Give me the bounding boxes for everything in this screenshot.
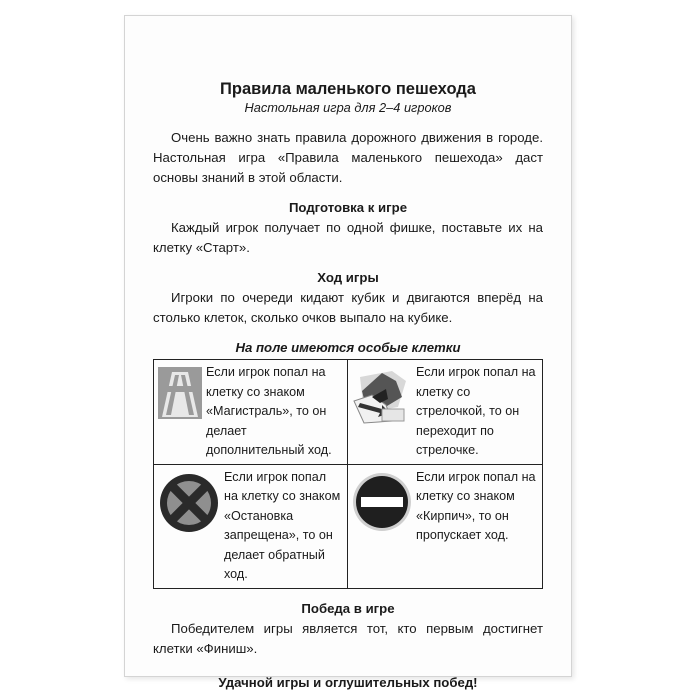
highway-sign-icon	[158, 367, 202, 425]
section-text-victory: Победителем игры является тот, кто первым достигнет клетки «Финиш».	[153, 620, 543, 656]
page-title: Правила маленького пешехода	[220, 80, 476, 98]
special-cells-table	[153, 359, 543, 589]
section-heading-gameplay: Ход игры	[317, 270, 379, 285]
special-cell-text: Если игрок попал на клетку со знаком «Магистраль», то он делает дополнительный ход.	[206, 365, 332, 457]
special-cell-no-entry	[348, 465, 542, 588]
rules-content	[153, 78, 543, 693]
section-heading-victory: Победа в игре	[301, 600, 395, 616]
rules-sheet	[124, 15, 572, 690]
section-heading-preparation: Подготовка к игре	[288, 200, 408, 215]
special-cell-text: Если игрок попал на клетку со знаком «Кирпич», то он пропускает ход.	[416, 469, 536, 542]
page-subtitle: Настольная игра для 2–4 игроков	[244, 100, 452, 115]
special-cell-no-stopping	[154, 465, 348, 588]
section-text-preparation: Каждый игрок получает по одной фишке, поставьте их на клетку «Старт».	[153, 220, 543, 255]
no-entry-sign-icon	[352, 472, 412, 538]
special-cells-heading: На поле имеются особые клетки	[235, 340, 461, 355]
no-stopping-sign-icon	[158, 472, 220, 540]
special-cell-highway	[154, 360, 348, 465]
special-cell-text: Если игрок попал на клетку со знаком «Остановка запрещена», то он делает обратный ход.	[224, 469, 341, 581]
intro-paragraph: Очень важно знать правила дорожного движения в городе. Настольная игра «Правила маленького пешехода» даст основы знаний в этой области.	[153, 130, 543, 185]
closing-line: Удачной игры и оглушительных побед!	[218, 674, 478, 690]
arrow-picture-icon	[352, 367, 412, 431]
special-cell-arrow	[348, 360, 542, 465]
section-text-gameplay: Игроки по очереди кидают кубик и двигаются вперёд на столько клеток, сколько очков выпало на кубике.	[153, 290, 543, 325]
special-cell-text: Если игрок попал на клетку со стрелочкой, то он переходит по стрелочке.	[416, 365, 536, 457]
